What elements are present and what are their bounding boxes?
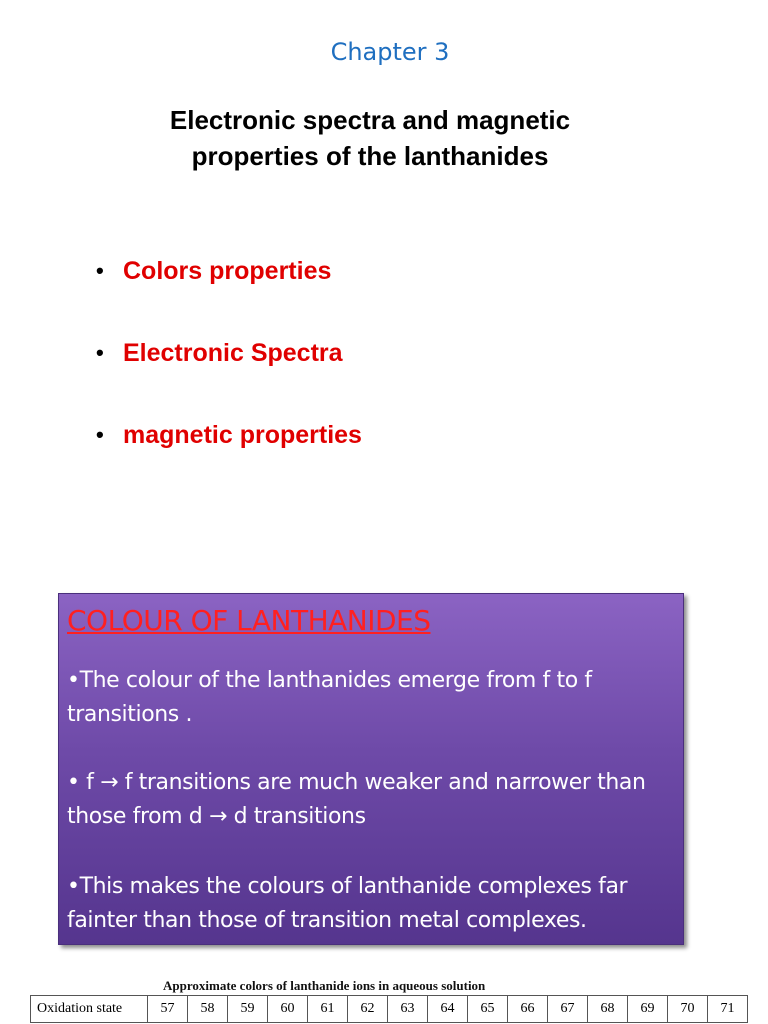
table-row xyxy=(31,996,748,1023)
title-line-2: properties of the lanthanides xyxy=(191,141,549,171)
box-paragraph-3: •This makes the colours of lanthanide complexes far fainter than those of transition metal complexes. xyxy=(67,874,628,933)
bullet-icon: • xyxy=(96,340,104,365)
topic-label: Electronic Spectra xyxy=(123,339,343,367)
colour-info-box xyxy=(58,593,684,945)
table-cell: 60 xyxy=(268,996,308,1023)
topic-item-colors xyxy=(96,256,362,286)
table-cell: 71 xyxy=(708,996,748,1023)
topic-label: magnetic properties xyxy=(123,421,362,449)
table-cell: 61 xyxy=(308,996,348,1023)
chapter-label: Chapter 3 xyxy=(330,38,450,66)
topic-item-magnetic xyxy=(96,420,362,450)
oxidation-table xyxy=(30,995,748,1023)
topic-item-spectra xyxy=(96,338,362,368)
table-cell: 58 xyxy=(188,996,228,1023)
topic-list xyxy=(96,256,362,502)
box-paragraph-2: • f → f transitions are much weaker and narrower than those from d → d transitions xyxy=(67,770,646,829)
slide-title xyxy=(100,102,640,174)
table-caption: Approximate colors of lanthanide ions in aqueous solution xyxy=(163,978,486,993)
table-cell: 68 xyxy=(588,996,628,1023)
box-paragraph-1: •The colour of the lanthanides emerge from f to f transitions . xyxy=(67,668,592,727)
row-header: Oxidation state xyxy=(31,996,148,1023)
table-cell: 59 xyxy=(228,996,268,1023)
table-cell: 65 xyxy=(468,996,508,1023)
table-cell: 69 xyxy=(628,996,668,1023)
title-line-1: Electronic spectra and magnetic xyxy=(169,105,571,135)
bullet-icon: • xyxy=(96,258,104,283)
table-cell: 66 xyxy=(508,996,548,1023)
box-heading: COLOUR OF LANTHANIDES xyxy=(67,604,431,637)
bullet-icon: • xyxy=(96,422,104,447)
table-cell: 62 xyxy=(348,996,388,1023)
topic-label: Colors properties xyxy=(123,257,332,285)
table-cell: 67 xyxy=(548,996,588,1023)
table-cell: 57 xyxy=(148,996,188,1023)
table-cell: 63 xyxy=(388,996,428,1023)
table-cell: 70 xyxy=(668,996,708,1023)
table-cell: 64 xyxy=(428,996,468,1023)
